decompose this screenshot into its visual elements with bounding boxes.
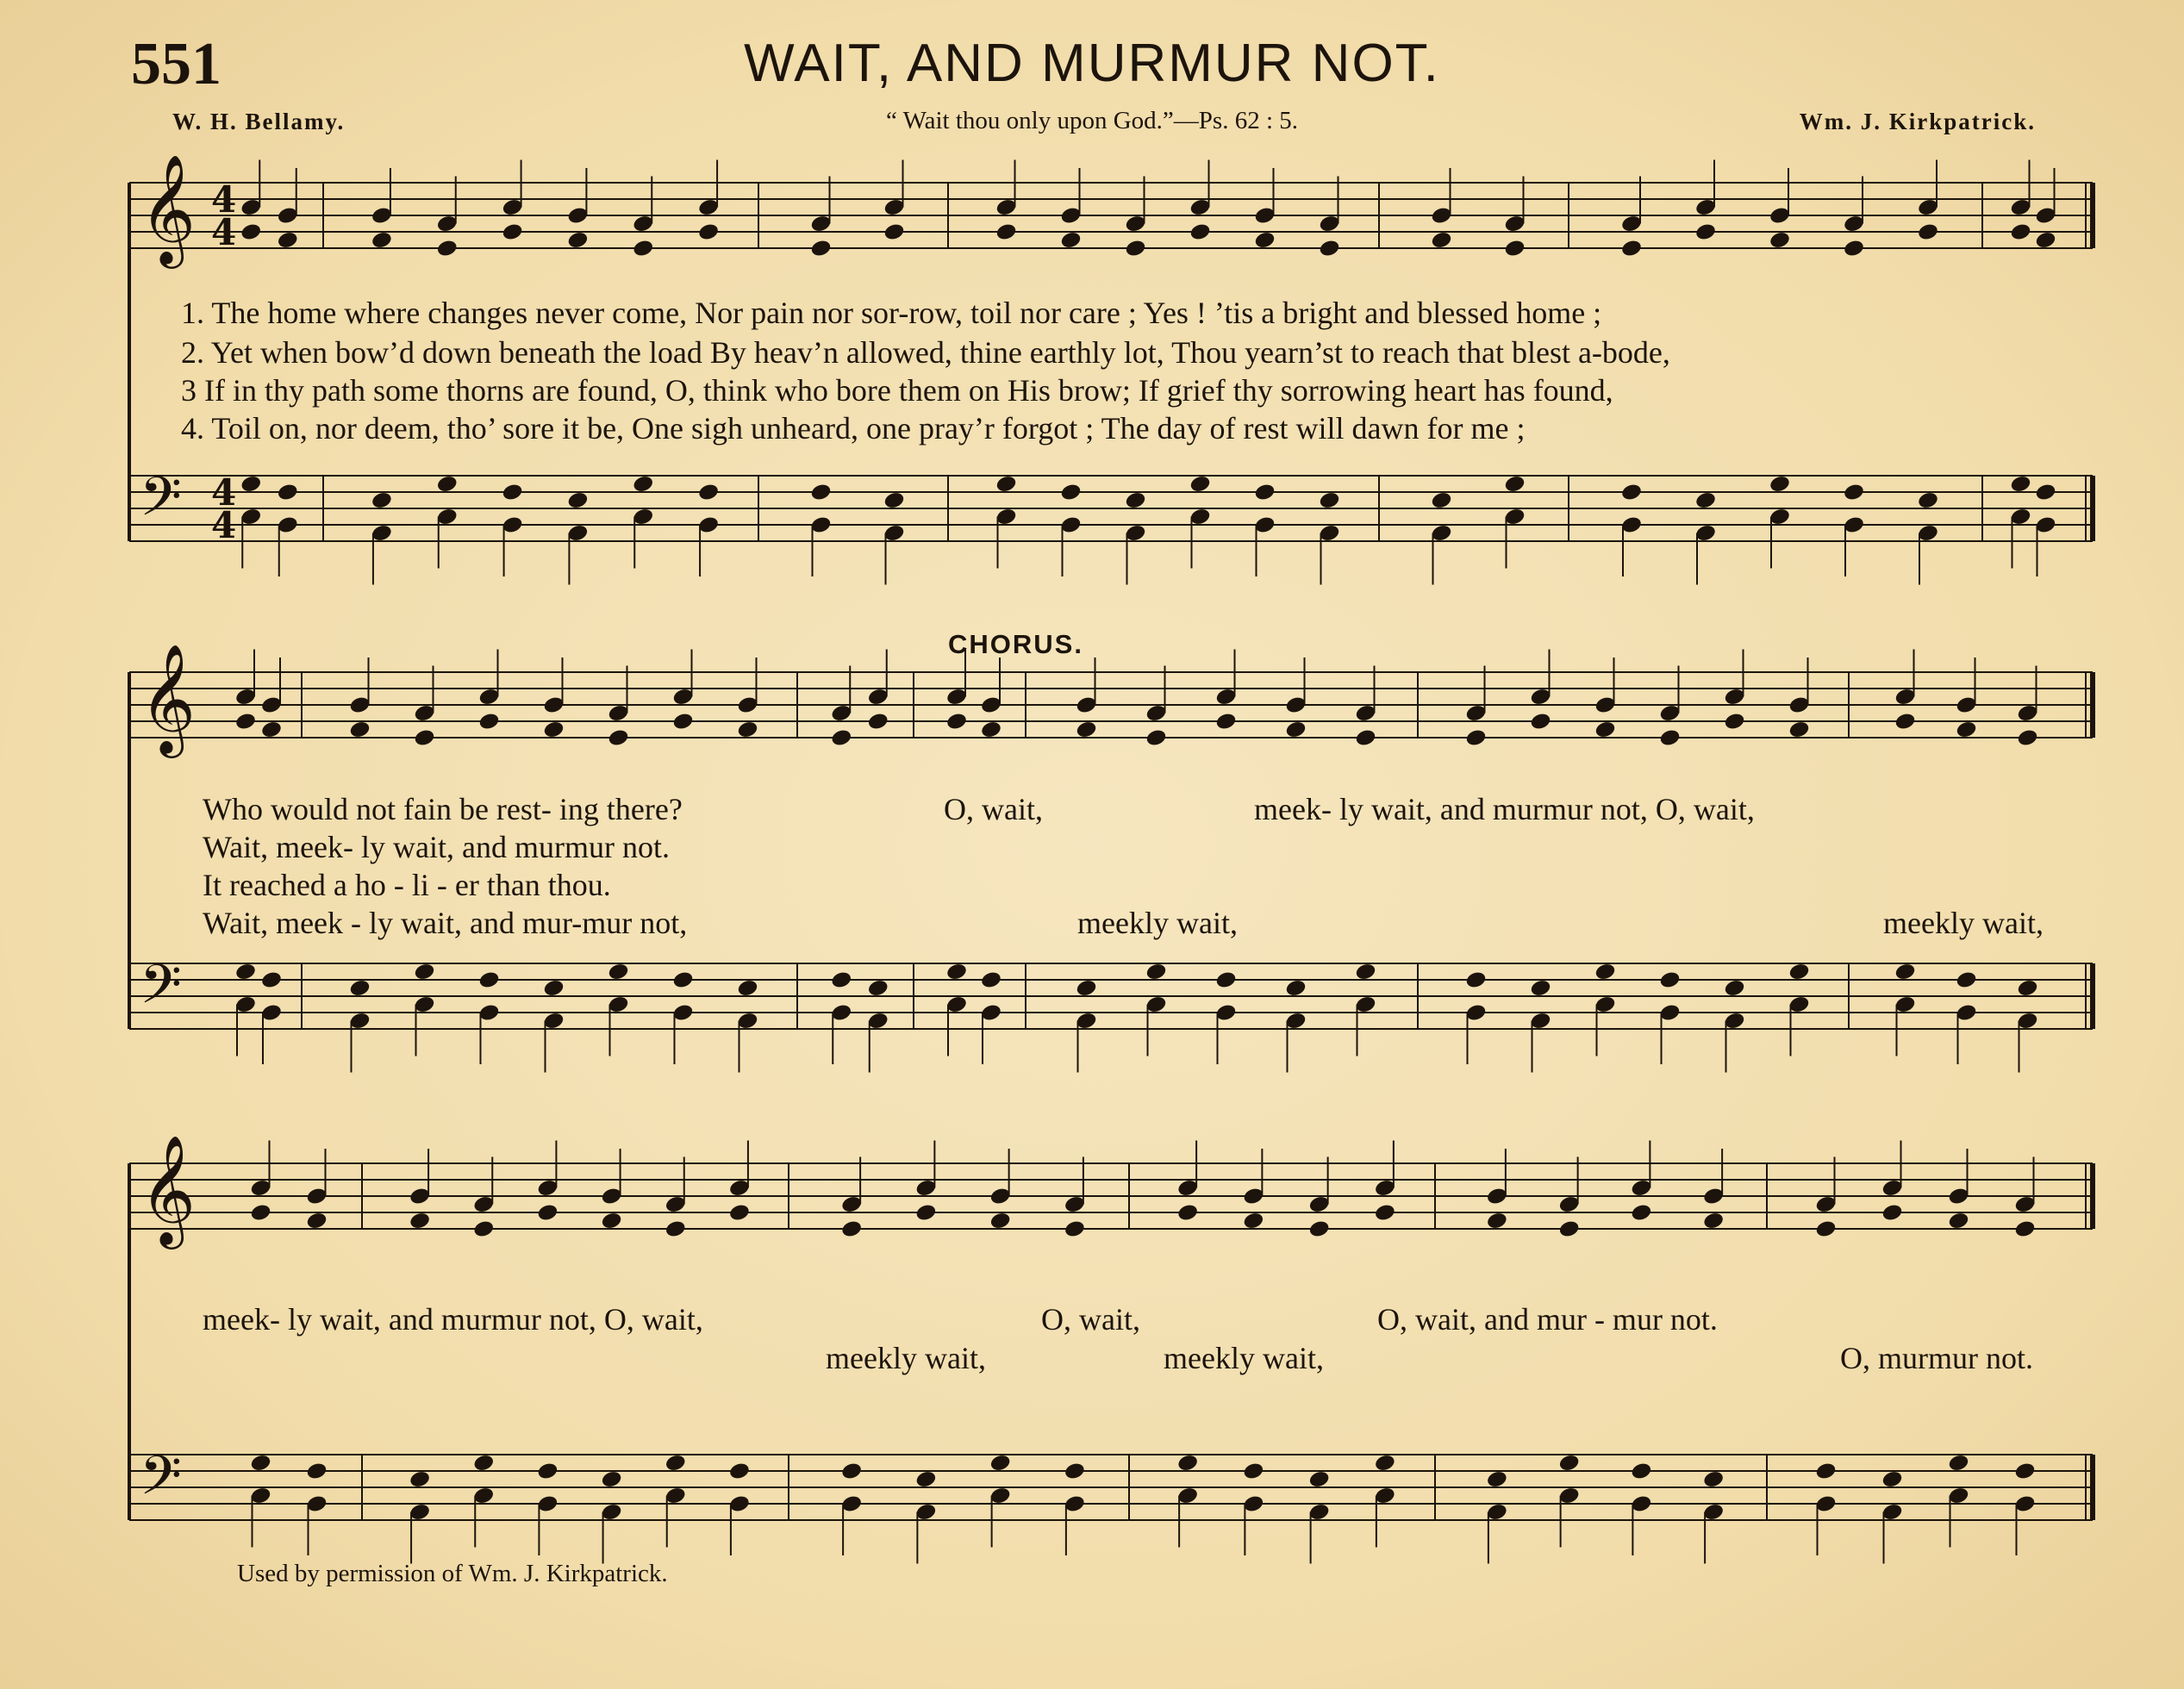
note-head (305, 1462, 328, 1481)
note-head (1354, 728, 1376, 748)
note-head (697, 222, 720, 242)
note-head (736, 720, 758, 739)
note-head (305, 1211, 328, 1231)
note-head (502, 483, 524, 502)
note-head (1630, 1203, 1652, 1223)
note-head (665, 1453, 687, 1473)
note-head (240, 222, 262, 242)
note-head (1881, 1469, 1903, 1489)
note-head (1788, 720, 1810, 739)
note-head (2016, 728, 2038, 748)
chorus-upper-lyric-2: meek- ly wait, and murmur not, O, wait, (1254, 792, 1755, 826)
note-head (840, 1462, 863, 1481)
note-head (542, 720, 565, 739)
note-head (1529, 712, 1551, 732)
note-head (1176, 1203, 1199, 1223)
note-head (607, 962, 629, 982)
note-head (2034, 483, 2056, 502)
note-head (413, 962, 435, 982)
note-head (1189, 222, 1211, 242)
note-head (436, 474, 459, 494)
note-head (1658, 970, 1681, 990)
note-head (1464, 970, 1487, 990)
note-head (234, 962, 257, 982)
note-head (1620, 483, 1643, 502)
note-head (260, 720, 283, 739)
note-head (249, 1203, 271, 1223)
note-head (601, 1469, 623, 1489)
note-head (601, 1211, 623, 1231)
note-head (1594, 962, 1616, 982)
note-head (1917, 490, 1939, 510)
verse-2-line: 2. Yet when bow’d down beneath the load By heav’n allowed, thine earthly lot, Thou yearn’st to reach that blest a-bode, (181, 335, 1670, 370)
note-head (1723, 978, 1745, 998)
note-head (566, 230, 589, 250)
note-head (1253, 230, 1276, 250)
composer-credit: Wm. J. Kirkpatrick. (1799, 109, 2036, 134)
treble-clef: 𝄞 (140, 153, 197, 264)
note-head (1374, 1453, 1396, 1473)
note-head (1354, 962, 1376, 982)
note-head (1486, 1469, 1508, 1489)
note-head (1059, 230, 1082, 250)
note-head (1881, 1203, 1903, 1223)
note-head (1947, 1211, 1969, 1231)
note-head (409, 1211, 431, 1231)
chorus-line-upper-2: O, wait, (1041, 1302, 1140, 1337)
time-signature: 4 (211, 211, 237, 253)
note-head (1308, 1219, 1331, 1239)
note-head (728, 1203, 751, 1223)
note-head (1955, 720, 1977, 739)
note-head (566, 490, 589, 510)
note-head (1308, 1469, 1331, 1489)
note-head (1145, 962, 1167, 982)
note-head (995, 474, 1017, 494)
note-head (1059, 483, 1082, 502)
verse-4-line: 4. Toil on, nor deem, tho’ sore it be, One sigh unheard, one pray’r forgot ; The day of rest will dawn for me ; (181, 411, 1526, 446)
note-head (1284, 720, 1307, 739)
note-head (371, 490, 393, 510)
note-head (1189, 474, 1211, 494)
note-head (914, 1469, 937, 1489)
note-head (830, 728, 852, 748)
note-head (1075, 720, 1097, 739)
verse-1-ending: Who would not fain be rest- ing there? (203, 792, 683, 826)
note-head (1702, 1211, 1725, 1231)
note-head (697, 483, 720, 502)
note-head (1374, 1203, 1396, 1223)
note-head (989, 1211, 1012, 1231)
note-head (1214, 712, 1237, 732)
note-head (234, 712, 257, 732)
note-head (2016, 978, 2038, 998)
note-head (945, 962, 968, 982)
chorus-label: CHORUS. (948, 629, 1083, 659)
note-head (728, 1462, 751, 1481)
note-head (542, 978, 565, 998)
chorus-line-lower-1: meekly wait, (826, 1341, 986, 1375)
note-head (1814, 1462, 1837, 1481)
note-head (277, 483, 299, 502)
note-head (249, 1453, 271, 1473)
note-head (1284, 978, 1307, 998)
chorus-line-lower-2: meekly wait, (1164, 1341, 1324, 1375)
note-head (1843, 483, 1865, 502)
note-head (671, 712, 694, 732)
note-head (1124, 490, 1146, 510)
note-head (995, 222, 1017, 242)
scripture-reference: “ Wait thou only upon God.”—Ps. 62 : 5. (885, 107, 1299, 134)
note-head (348, 720, 371, 739)
note-head (671, 970, 694, 990)
note-head (665, 1219, 687, 1239)
chorus-line-lower-3: O, murmur not. (1840, 1341, 2033, 1375)
note-head (477, 712, 500, 732)
note-head (1947, 1453, 1969, 1473)
treble-clef: 𝄞 (140, 643, 197, 753)
note-head (2009, 474, 2031, 494)
note-head (2013, 1462, 2036, 1481)
note-head (1620, 239, 1643, 259)
note-head (736, 978, 758, 998)
note-head (1318, 239, 1340, 259)
note-head (1529, 978, 1551, 998)
note-head (1464, 728, 1487, 748)
note-head (1064, 1219, 1086, 1239)
note-head (536, 1462, 558, 1481)
note-head (1894, 962, 1916, 982)
note-head (1955, 970, 1977, 990)
note-head (883, 222, 905, 242)
note-head (867, 712, 889, 732)
bass-clef: 𝄢 (140, 952, 182, 1029)
note-head (840, 1219, 863, 1239)
note-head (809, 239, 832, 259)
treble-clef: 𝄞 (140, 1134, 197, 1244)
note-head (1558, 1219, 1581, 1239)
note-head (1430, 230, 1452, 250)
note-head (472, 1453, 495, 1473)
note-head (1594, 720, 1616, 739)
chorus-line-upper: meek- ly wait, and murmur not, O, wait, (203, 1302, 703, 1337)
permission-credit: Used by permission of Wm. J. Kirkpatrick. (237, 1560, 668, 1587)
note-head (883, 490, 905, 510)
note-head (1788, 962, 1810, 982)
note-head (1630, 1462, 1652, 1481)
note-head (1702, 1469, 1725, 1489)
note-head (632, 239, 654, 259)
note-head (436, 239, 459, 259)
note-head (1145, 728, 1167, 748)
note-head (472, 1219, 495, 1239)
note-head (1694, 222, 1717, 242)
note-head (413, 728, 435, 748)
note-head (607, 728, 629, 748)
note-head (1124, 239, 1146, 259)
chorus-line-upper-3: O, wait, and mur - mur not. (1377, 1302, 1718, 1337)
note-head (1430, 490, 1452, 510)
note-head (1486, 1211, 1508, 1231)
note-head (1253, 483, 1276, 502)
note-head (502, 222, 524, 242)
bass-clef: 𝄢 (140, 1443, 182, 1520)
note-head (867, 978, 889, 998)
note-head (371, 230, 393, 250)
note-head (1075, 978, 1097, 998)
note-head (1694, 490, 1717, 510)
time-signature: 4 (211, 178, 237, 221)
note-head (989, 1453, 1012, 1473)
verse-2-ending: Wait, meek- ly wait, and murmur not. (203, 830, 670, 864)
note-head (1814, 1219, 1837, 1239)
hymn-number: 551 (131, 31, 222, 97)
note-head (1658, 728, 1681, 748)
note-head (632, 474, 654, 494)
note-head (409, 1469, 431, 1489)
note-head (1176, 1453, 1199, 1473)
note-head (1894, 712, 1916, 732)
note-head (536, 1203, 558, 1223)
note-head (1843, 239, 1865, 259)
time-signature: 4 (211, 471, 237, 514)
note-head (830, 970, 852, 990)
note-head (1503, 474, 1526, 494)
note-head (980, 720, 1002, 739)
note-head (277, 230, 299, 250)
note-head (2009, 222, 2031, 242)
note-head (240, 474, 262, 494)
note-head (809, 483, 832, 502)
verse-4-ending: Wait, meek - ly wait, and mur-mur not, (203, 906, 688, 940)
chorus-upper-lyric-1: O, wait, (944, 792, 1043, 826)
note-head (1242, 1211, 1264, 1231)
note-head (1917, 222, 1939, 242)
note-head (914, 1203, 937, 1223)
note-head (348, 978, 371, 998)
note-head (477, 970, 500, 990)
note-head (260, 970, 283, 990)
verse-3-ending: It reached a ho - li - er than thou. (203, 868, 611, 902)
verse-1-line: 1. The home where changes never come, Nor pain nor sor-row, toil nor care ; Yes ! ’tis a bright and blessed home ; (181, 296, 1602, 330)
note-head (1064, 1462, 1086, 1481)
note-head (1769, 230, 1791, 250)
note-head (1558, 1453, 1581, 1473)
note-head (1723, 712, 1745, 732)
hymn-title: WAIT, AND MURMUR NOT. (744, 34, 1440, 93)
note-head (1318, 490, 1340, 510)
note-head (945, 712, 968, 732)
time-signature: 4 (211, 504, 237, 546)
chorus-lower-lyric-2: meekly wait, (1883, 906, 2044, 940)
note-head (1503, 239, 1526, 259)
note-head (1769, 474, 1791, 494)
note-head (2034, 230, 2056, 250)
note-head (1214, 970, 1237, 990)
chorus-lower-lyric-1: meekly wait, (1077, 906, 1238, 940)
note-head (980, 970, 1002, 990)
note-head (2013, 1219, 2036, 1239)
lyricist-credit: W. H. Bellamy. (172, 109, 346, 134)
note-head (1242, 1462, 1264, 1481)
bass-clef: 𝄢 (140, 464, 182, 541)
verse-3-line: 3 If in thy path some thorns are found, O, think who bore them on His brow; If grief thy sorrowing heart has found, (181, 373, 1613, 408)
